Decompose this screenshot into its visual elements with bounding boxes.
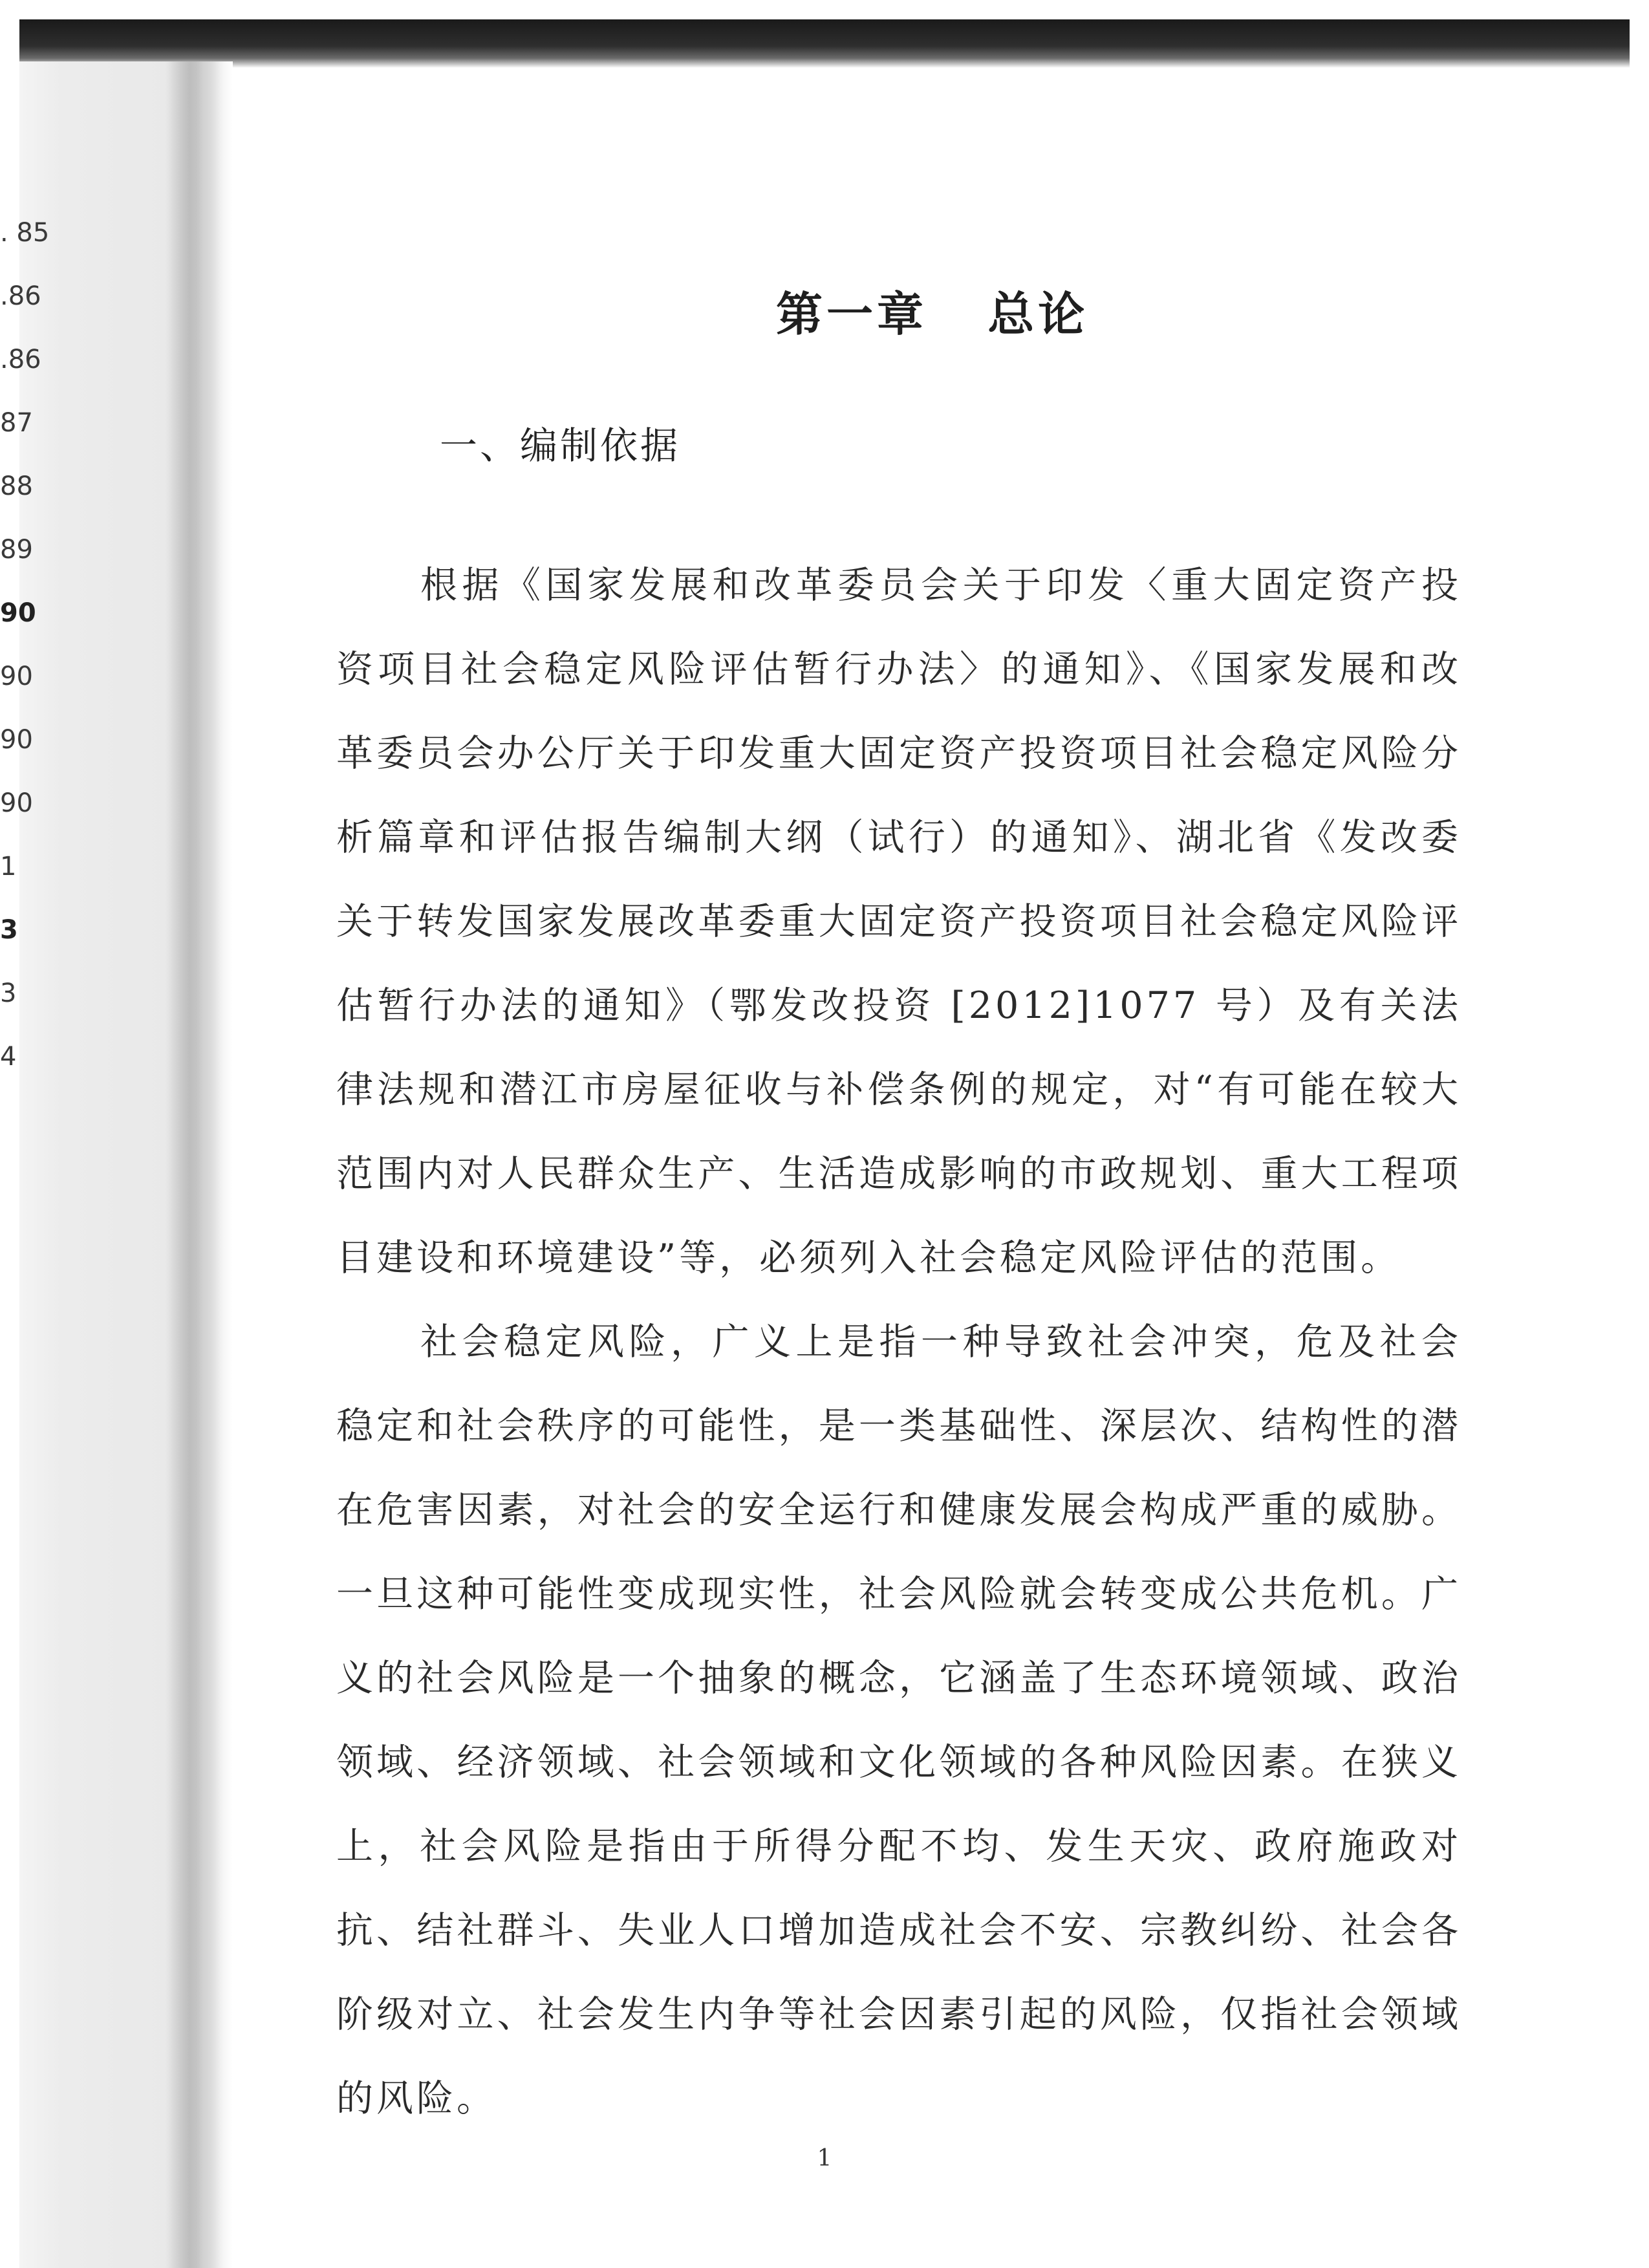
toc-page-number: 4 <box>0 1042 17 1072</box>
toc-page-number: .86 <box>0 281 41 311</box>
toc-page-number: 90 <box>0 662 33 691</box>
toc-page-number: 90 <box>0 598 36 628</box>
toc-page-number: . 85 <box>0 218 50 248</box>
page-number: 1 <box>817 2145 832 2172</box>
book-spine-shadow <box>165 61 220 2268</box>
body-text <box>336 543 1461 2141</box>
toc-page-number: 3 <box>0 978 17 1008</box>
section-heading: 一、编制依据 <box>440 424 681 468</box>
toc-page-number: 87 <box>0 408 33 438</box>
toc-page-number: .86 <box>0 345 41 374</box>
scan-top-edge <box>19 19 1630 68</box>
toc-page-number: 90 <box>0 725 33 755</box>
toc-page-number: 89 <box>0 535 33 565</box>
toc-page-number: 1 <box>0 852 17 881</box>
paragraph: 社会稳定风险，广义上是指一种导致社会冲突，危及社会稳定和社会秩序的可能性，是一类基础性、深层次、结构性的潜在危害因素，对社会的安全运行和健康发展会构成严重的威胁。一旦这种可能性变成现实性，社会风险就会转变成公共危机。广义的社会风险是一个抽象的概念，它涵盖了生态环境领域、政治领域、经济领域、社会领域和文化领域的各种风险因素。在狭义上，社会风险是指由于所得分配不均、发生天灾、政府施政对抗、结社群斗、失业人口增加造成社会不安、宗教纠纷、社会各阶级对立、社会发生内争等社会因素引起的风险，仅指社会领域的风险。 <box>336 1321 1461 2120</box>
toc-page-number: 88 <box>0 471 33 501</box>
chapter-title: 第一章 总论 <box>776 287 1089 341</box>
toc-page-number: 3 <box>0 915 18 945</box>
paragraph: 根据《国家发展和改革委员会关于印发〈重大固定资产投资项目社会稳定风险评估暂行办法〉的通知》、《国家发展和改革委员会办公厅关于印发重大固定资产投资项目社会稳定风险分析篇章和评估报告编制大纲（试行）的通知》、湖北省《发改委关于转发国家发展改革委重大固定资产投资项目社会稳定风险评估暂行办法的通知》（鄂发改投资 [2012]1077 号）及有关法律法规和潜江市房屋征收与补偿条例的规定，对“有可能在较大范围内对人民群众生产、生活造成影响的市政规划、重大工程项目建设和环境建设”等，必须列入社会稳定风险评估的范围。 <box>336 564 1461 1279</box>
toc-page-number: 90 <box>0 788 33 818</box>
